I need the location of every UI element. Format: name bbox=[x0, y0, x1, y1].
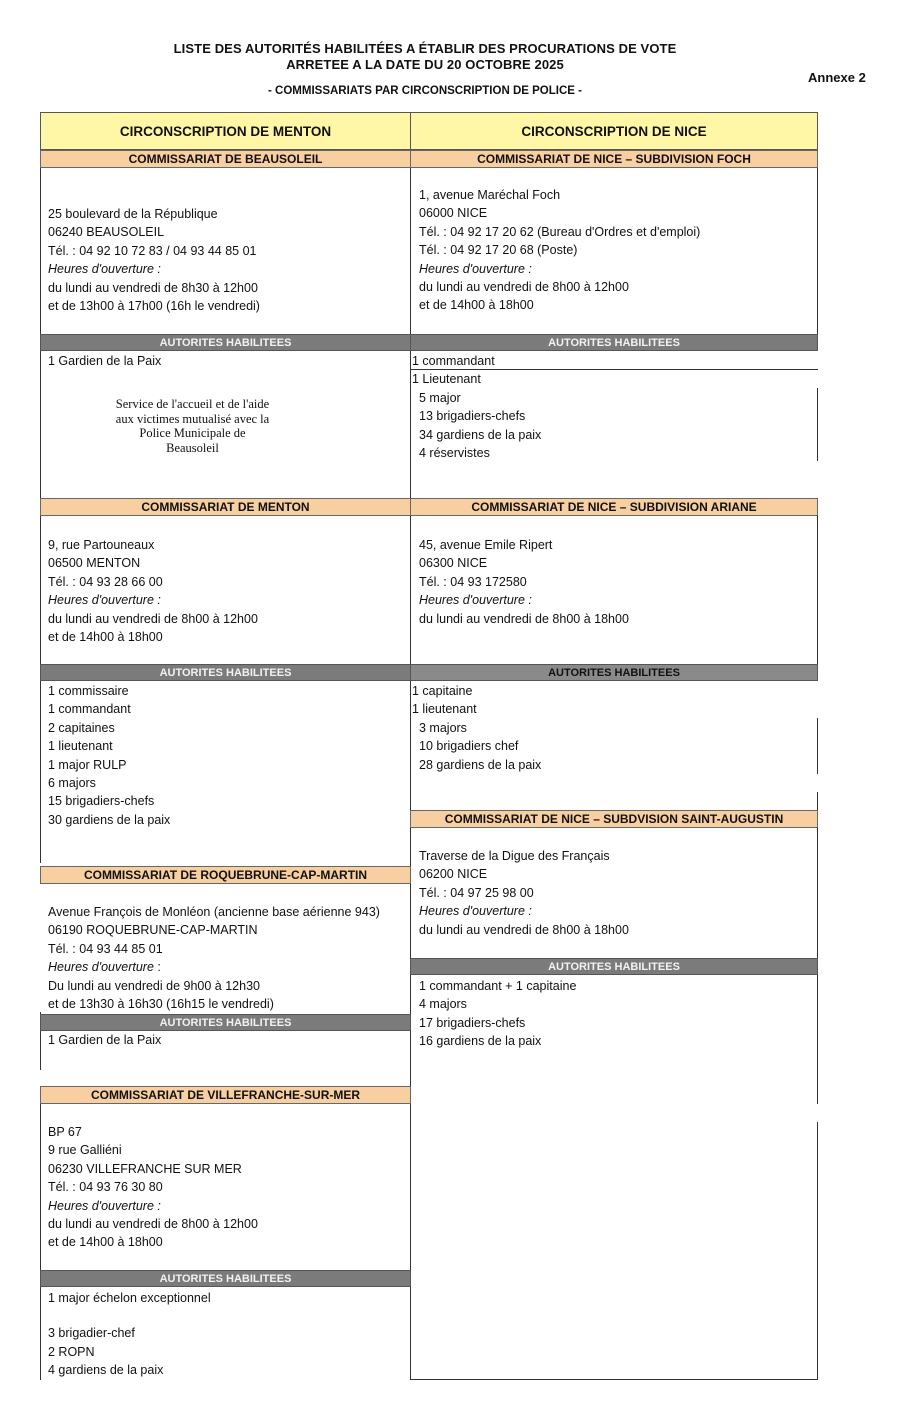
menton-auth-item: 6 majors bbox=[48, 776, 96, 791]
augustin-info bbox=[419, 847, 629, 939]
foch-phone-2: Tél. : 04 92 17 20 68 (Poste) bbox=[419, 243, 578, 258]
villefranche-auth-item: 2 ROPN bbox=[48, 1344, 95, 1359]
foch-info bbox=[419, 186, 700, 315]
beausoleil-auth-list bbox=[48, 352, 161, 370]
menton-phone: Tél. : 04 93 28 66 00 bbox=[48, 574, 163, 589]
augustin-address-1: Traverse de la Digue des Français bbox=[419, 849, 610, 863]
foch-phone-1: Tél. : 04 92 17 20 62 (Bureau d'Ordres et d'emploi) bbox=[419, 224, 701, 239]
menton-auth-item: 1 commissaire bbox=[48, 684, 129, 698]
roquebrune-hours-2: et de 13h30 à 16h30 (16h15 le vendredi) bbox=[48, 997, 274, 1012]
villefranche-auth-spacer bbox=[48, 1307, 211, 1324]
villefranche-auth-item: 3 brigadier-chef bbox=[48, 1326, 135, 1341]
menton-header: COMMISSARIAT DE MENTON bbox=[40, 498, 411, 516]
foch-hours-1: du lundi au vendredi de 8h00 à 12h00 bbox=[419, 280, 629, 295]
foch-auth-item: 1 commandant bbox=[412, 354, 495, 368]
roquebrune-header: COMMISSARIAT DE ROQUEBRUNE-CAP-MARTIN bbox=[40, 866, 411, 884]
augustin-phone: Tél. : 04 97 25 98 00 bbox=[419, 885, 534, 900]
ariane-auth-item: 28 gardiens de la paix bbox=[419, 757, 542, 772]
ariane-auth-first bbox=[412, 682, 477, 719]
foch-auth-item: 34 gardiens de la paix bbox=[419, 427, 542, 442]
foch-address-1: 1, avenue Maréchal Foch bbox=[419, 188, 561, 202]
beausoleil-info bbox=[48, 205, 260, 315]
foch-auth-item: 1 Lieutenant bbox=[412, 372, 481, 387]
ariane-address-1: 45, avenue Emile Ripert bbox=[419, 538, 553, 552]
foch-address-2: 06000 NICE bbox=[419, 206, 488, 221]
menton-auth-item: 15 brigadiers-chefs bbox=[48, 794, 155, 809]
beausoleil-phone: Tél. : 04 92 10 72 83 / 04 93 44 85 01 bbox=[48, 243, 257, 258]
roquebrune-address-1: Avenue François de Monléon (ancienne base aérienne 943) bbox=[48, 905, 380, 919]
ariane-auth-item: 1 capitaine bbox=[412, 684, 473, 698]
menton-auth-item: 1 major RULP bbox=[48, 757, 127, 772]
roquebrune-auth-item: 1 Gardien de la Paix bbox=[48, 1033, 162, 1047]
ariane-phone: Tél. : 04 93 172580 bbox=[419, 574, 527, 589]
menton-auth-header: AUTORITES HABILITEES bbox=[40, 664, 411, 681]
augustin-auth-item: 16 gardiens de la paix bbox=[419, 1034, 542, 1049]
roquebrune-info bbox=[48, 903, 380, 1013]
foch-auth-first bbox=[412, 352, 495, 389]
beausoleil-note-3: Police Municipale de bbox=[139, 426, 246, 440]
foch-auth-item: 5 major bbox=[419, 391, 461, 405]
page-date: ARRETEE A LA DATE DU 20 OCTOBRE 2025 bbox=[286, 57, 564, 72]
beausoleil-hours-1: du lundi au vendredi de 8h30 à 12h00 bbox=[48, 280, 258, 295]
ariane-header: COMMISSARIAT DE NICE – SUBDIVISION ARIANE bbox=[410, 498, 818, 516]
villefranche-info bbox=[48, 1123, 258, 1252]
right-border-bottom bbox=[817, 1122, 818, 1380]
roquebrune-address-2: 06190 ROQUEBRUNE-CAP-MARTIN bbox=[48, 923, 258, 938]
ariane-auth-item: 1 lieutenant bbox=[412, 702, 477, 717]
menton-auth-item: 1 commandant bbox=[48, 702, 131, 717]
ariane-auth-item: 10 brigadiers chef bbox=[419, 739, 519, 754]
roquebrune-hours-colon: : bbox=[153, 960, 161, 975]
bottom-border-right bbox=[410, 1379, 818, 1380]
column-header-menton: CIRCONSCRIPTION DE MENTON bbox=[40, 112, 411, 150]
roquebrune-hours-1: Du lundi au vendredi de 9h00 à 12h30 bbox=[48, 978, 260, 993]
right-border-augustin bbox=[817, 792, 818, 1104]
villefranche-address-2: 9 rue Galliéni bbox=[48, 1143, 122, 1158]
beausoleil-note-4: Beausoleil bbox=[166, 440, 219, 455]
page-title: LISTE DES AUTORITÉS HABILITÉES A ÉTABLIR DES PROCURATIONS DE VOTE bbox=[173, 41, 677, 56]
ariane-auth-item: 3 majors bbox=[419, 721, 467, 735]
menton-auth-list bbox=[48, 682, 170, 829]
right-border-ariane-list bbox=[817, 718, 818, 774]
foch-header: COMMISSARIAT DE NICE – SUBDIVISION FOCH bbox=[410, 150, 818, 168]
foch-auth-header: AUTORITES HABILITEES bbox=[410, 334, 818, 351]
villefranche-phone: Tél. : 04 93 76 30 80 bbox=[48, 1180, 163, 1195]
augustin-hours-label: Heures d'ouverture : bbox=[419, 904, 532, 919]
right-border-foch bbox=[817, 150, 818, 350]
foch-hours-2: et de 14h00 à 18h00 bbox=[419, 298, 534, 313]
menton-address-1: 9, rue Partouneaux bbox=[48, 538, 155, 552]
villefranche-auth-header: AUTORITES HABILITEES bbox=[40, 1270, 411, 1287]
ariane-hours-1: du lundi au vendredi de 8h00 à 18h00 bbox=[419, 611, 629, 626]
augustin-auth-item: 4 majors bbox=[419, 997, 467, 1012]
villefranche-hours-1: du lundi au vendredi de 8h00 à 12h00 bbox=[48, 1217, 258, 1232]
menton-auth-item: 1 lieutenant bbox=[48, 739, 113, 754]
menton-hours-label: Heures d'ouverture : bbox=[48, 593, 161, 608]
menton-auth-item: 2 capitaines bbox=[48, 720, 115, 735]
augustin-auth-header: AUTORITES HABILITEES bbox=[410, 958, 818, 975]
villefranche-auth-item: 1 major échelon exceptionnel bbox=[48, 1291, 211, 1305]
foch-auth-item: 13 brigadiers-chefs bbox=[419, 409, 526, 424]
beausoleil-note-2: aux victimes mutualisé avec la bbox=[115, 411, 270, 426]
beausoleil-note bbox=[90, 397, 295, 455]
roquebrune-auth-list bbox=[48, 1031, 161, 1049]
villefranche-auth-list bbox=[48, 1289, 211, 1380]
augustin-auth-item: 1 commandant + 1 capitaine bbox=[419, 979, 577, 993]
roquebrune-auth-header: AUTORITES HABILITEES bbox=[40, 1014, 411, 1031]
ariane-address-2: 06300 NICE bbox=[419, 556, 488, 571]
villefranche-hours-label: Heures d'ouverture : bbox=[48, 1198, 161, 1213]
beausoleil-auth-item: 1 Gardien de la Paix bbox=[48, 354, 162, 368]
right-border-foch-list bbox=[817, 388, 818, 461]
right-border-ariane bbox=[817, 498, 818, 680]
ariane-auth-header: AUTORITES HABILITEES bbox=[410, 664, 818, 681]
augustin-hours-1: du lundi au vendredi de 8h00 à 18h00 bbox=[419, 922, 629, 937]
page-subtitle: - COMMISSARIATS PAR CIRCONSCRIPTION DE POLICE - bbox=[268, 85, 582, 97]
left-border-tail bbox=[40, 1362, 41, 1380]
annexe-label: Annexe 2 bbox=[808, 70, 866, 85]
menton-info bbox=[48, 536, 258, 646]
beausoleil-note-1: Service de l'accueil et de l'aide bbox=[115, 397, 270, 411]
foch-hours-label: Heures d'ouverture : bbox=[419, 261, 532, 276]
roquebrune-phone: Tél. : 04 93 44 85 01 bbox=[48, 941, 163, 956]
villefranche-left-border bbox=[40, 1104, 41, 1362]
menton-auth-item: 30 gardiens de la paix bbox=[48, 812, 171, 827]
beausoleil-header: COMMISSARIAT DE BEAUSOLEIL bbox=[40, 150, 411, 168]
villefranche-header: COMMISSARIAT DE VILLEFRANCHE-SUR-MER bbox=[40, 1086, 411, 1104]
augustin-header: COMMISSARIAT DE NICE – SUBDVISION SAINT-AUGUSTIN bbox=[410, 810, 818, 828]
roquebrune-hours-label: Heures d'ouverture bbox=[48, 960, 154, 975]
villefranche-address-1: BP 67 bbox=[48, 1125, 82, 1139]
beausoleil-auth-header: AUTORITES HABILITEES bbox=[40, 334, 411, 351]
column-header-nice: CIRCONSCRIPTION DE NICE bbox=[410, 112, 818, 150]
menton-hours-2: et de 14h00 à 18h00 bbox=[48, 630, 163, 645]
beausoleil-address-2: 06240 BEAUSOLEIL bbox=[48, 225, 165, 240]
augustin-address-2: 06200 NICE bbox=[419, 867, 488, 882]
villefranche-hours-2: et de 14h00 à 18h00 bbox=[48, 1235, 163, 1250]
foch-auth-list bbox=[419, 389, 541, 463]
augustin-auth-list bbox=[419, 977, 576, 1051]
beausoleil-address-1: 25 boulevard de la République bbox=[48, 207, 218, 221]
ariane-auth-list bbox=[419, 719, 541, 774]
menton-address-2: 06500 MENTON bbox=[48, 556, 141, 571]
augustin-auth-item: 17 brigadiers-chefs bbox=[419, 1015, 526, 1030]
ariane-info bbox=[419, 536, 629, 628]
menton-hours-1: du lundi au vendredi de 8h00 à 12h00 bbox=[48, 611, 258, 626]
villefranche-auth-item: 4 gardiens de la paix bbox=[48, 1363, 164, 1378]
foch-auth-item: 4 réservistes bbox=[419, 446, 490, 461]
villefranche-address-3: 06230 VILLEFRANCHE SUR MER bbox=[48, 1161, 242, 1176]
beausoleil-hours-label: Heures d'ouverture : bbox=[48, 262, 161, 277]
beausoleil-hours-2: et de 13h00 à 17h00 (16h le vendredi) bbox=[48, 299, 260, 314]
ariane-hours-label: Heures d'ouverture : bbox=[419, 593, 532, 608]
